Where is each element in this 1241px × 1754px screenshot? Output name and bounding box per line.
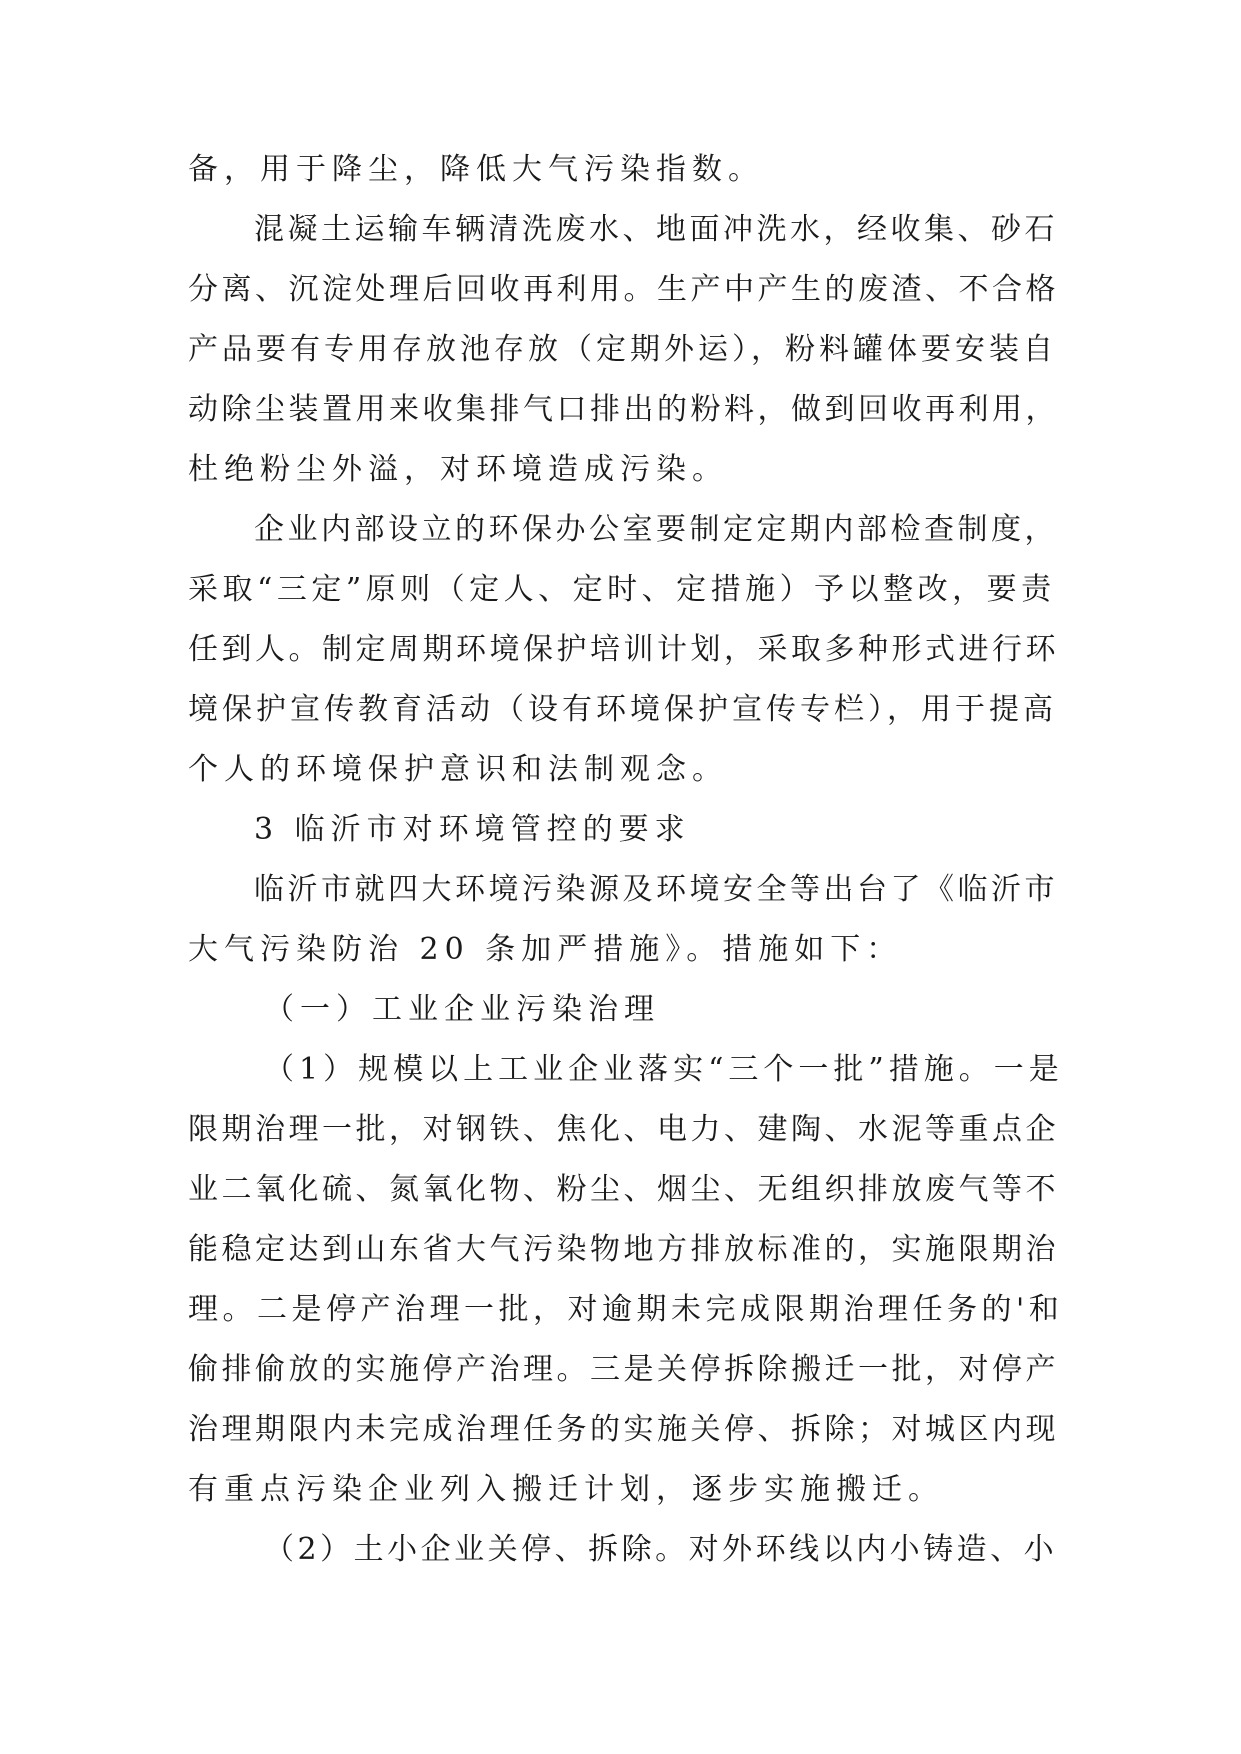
text-line-17: 限期治理一批，对钢铁、焦化、电力、建陶、水泥等重点企 — [188, 1112, 1059, 1147]
text-line-14: 大气污染防治 20 条加严措施》。措施如下： — [188, 932, 903, 967]
section-heading: 3 临沂市对环境管控的要求 — [254, 812, 691, 847]
text-line-8: 采取“三定”原则（定人、定时、定措施）予以整改，要责 — [188, 572, 1056, 607]
text-line-4: 产品要有专用存放池存放（定期外运），粉料罐体要安装自 — [188, 332, 1057, 367]
text-line-18: 业二氧化硫、氮氧化物、粉尘、烟尘、无组织排放废气等不 — [188, 1172, 1059, 1207]
text-line-6: 杜绝粉尘外溢，对环境造成污染。 — [188, 452, 728, 487]
subsection-heading: （一）工业企业污染治理 — [264, 992, 660, 1027]
text-line-9: 任到人。制定周期环境保护培训计划，采取多种形式进行环 — [188, 632, 1059, 667]
text-line-1: 备，用于降尘，降低大气污染指数。 — [188, 152, 764, 187]
text-line-11: 个人的环境保护意识和法制观念。 — [188, 752, 728, 787]
text-line-2: 混凝土运输车辆清洗废水、地面冲洗水，经收集、砂石 — [254, 212, 1058, 247]
text-line-22: 治理期限内未完成治理任务的实施关停、拆除；对城区内现 — [188, 1412, 1059, 1447]
text-line-16: （1）规模以上工业企业落实“三个一批”措施。一是 — [264, 1052, 1064, 1087]
text-line-24: （2）土小企业关停、拆除。对外环线以内小铸造、小 — [264, 1532, 1058, 1567]
text-line-3: 分离、沉淀处理后回收再利用。生产中产生的废渣、不合格 — [188, 272, 1059, 307]
text-line-23: 有重点污染企业列入搬迁计划，逐步实施搬迁。 — [188, 1472, 944, 1507]
text-line-19: 能稳定达到山东省大气污染物地方排放标准的，实施限期治 — [188, 1232, 1059, 1267]
text-line-20: 理。二是停产治理一批，对逾期未完成限期治理任务的'和 — [188, 1292, 1064, 1327]
text-line-13: 临沂市就四大环境污染源及环境安全等出台了《临沂市 — [254, 872, 1058, 907]
text-line-5: 动除尘装置用来收集排气口排出的粉料，做到回收再利用， — [188, 392, 1059, 427]
text-line-7: 企业内部设立的环保办公室要制定定期内部检查制度， — [254, 512, 1058, 547]
text-line-21: 偷排偷放的实施停产治理。三是关停拆除搬迁一批，对停产 — [188, 1352, 1059, 1387]
text-line-10: 境保护宣传教育活动（设有环境保护宣传专栏），用于提高 — [188, 692, 1057, 727]
